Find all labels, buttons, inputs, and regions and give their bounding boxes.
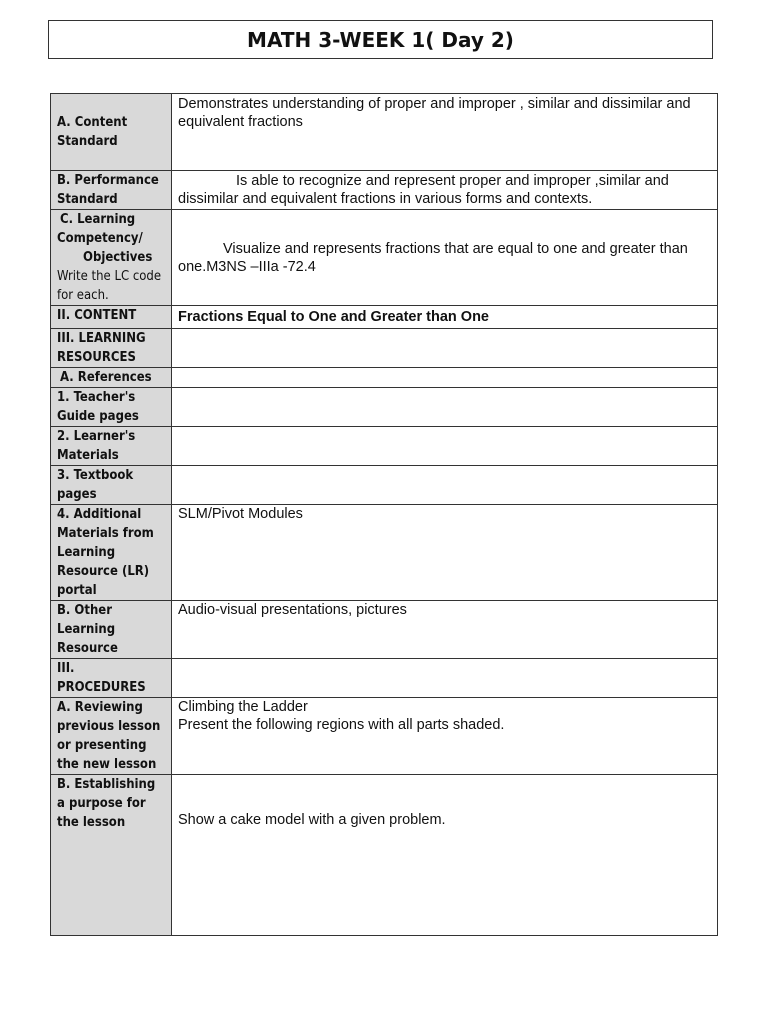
content-standard-label: A. Content Standard	[57, 115, 128, 149]
row-value	[172, 94, 718, 171]
row-label	[51, 210, 172, 306]
table-row	[51, 427, 718, 466]
row-value	[172, 329, 718, 368]
learners-materials-label: 2. Learner's Materials	[57, 429, 136, 463]
table-row	[51, 210, 718, 306]
table-row	[51, 388, 718, 427]
reviewing-text-1: Climbing the Ladder	[178, 699, 308, 715]
lesson-plan-table	[50, 93, 718, 936]
row-label	[51, 329, 172, 368]
content-standard-text: Demonstrates understanding of proper and improper , similar and dissimilar and equivalent fractions	[178, 96, 691, 130]
row-value	[172, 698, 718, 775]
row-value	[172, 388, 718, 427]
performance-standard-label-1: B. Performance	[57, 173, 159, 188]
teachers-guide-label: 1. Teacher's Guide pages	[57, 390, 139, 424]
references-label: A. References	[60, 370, 152, 385]
title-box	[48, 20, 713, 59]
table-row	[51, 368, 718, 388]
table-row	[51, 775, 718, 936]
table-row	[51, 306, 718, 329]
other-resource-label: B. Other Learning Resource	[57, 603, 118, 656]
performance-standard-text: Is able to recognize and represent proper and improper ,similar and dissimilar and equivalent fractions in various forms and contexts.	[178, 173, 669, 207]
table-row	[51, 466, 718, 505]
row-label	[51, 306, 172, 329]
row-label	[51, 601, 172, 659]
establishing-label: B. Establishing a purpose for the lesson	[57, 777, 156, 830]
textbook-label: 3. Textbook pages	[57, 468, 134, 502]
learning-resources-label: III. LEARNING RESOURCES	[57, 331, 146, 365]
row-label	[51, 94, 172, 171]
table-row	[51, 171, 718, 210]
row-label	[51, 368, 172, 388]
row-value	[172, 171, 718, 210]
reviewing-text-2: Present the following regions with all parts shaded.	[178, 717, 505, 733]
row-value	[172, 466, 718, 505]
row-label	[51, 505, 172, 601]
row-value	[172, 659, 718, 698]
content-text: Fractions Equal to One and Greater than One	[178, 309, 489, 325]
row-label	[51, 427, 172, 466]
row-label	[51, 775, 172, 936]
table-row	[51, 329, 718, 368]
row-label	[51, 388, 172, 427]
additional-materials-text: SLM/Pivot Modules	[178, 506, 303, 522]
row-label	[51, 659, 172, 698]
row-value	[172, 210, 718, 306]
page-title: MATH 3-WEEK 1( Day 2)	[247, 27, 514, 52]
row-label	[51, 698, 172, 775]
row-value	[172, 505, 718, 601]
row-label	[51, 171, 172, 210]
row-value	[172, 775, 718, 936]
row-value	[172, 427, 718, 466]
table-row	[51, 659, 718, 698]
competency-label-1: C. Learning	[60, 212, 136, 227]
other-resource-text: Audio-visual presentations, pictures	[178, 602, 407, 618]
procedures-label: III. PROCEDURES	[57, 661, 146, 695]
establishing-text: Show a cake model with a given problem.	[178, 812, 446, 828]
table-row	[51, 698, 718, 775]
table-row	[51, 601, 718, 659]
row-label	[51, 466, 172, 505]
competency-label-3: Objectives	[83, 250, 153, 265]
competency-text: Visualize and represents fractions that are equal to one and greater than one.M3NS –IIIa -72.4	[178, 240, 688, 275]
table-row	[51, 94, 718, 171]
performance-standard-label-2: Standard	[57, 192, 118, 207]
row-value	[172, 368, 718, 388]
table-row	[51, 505, 718, 601]
content-label: II. CONTENT	[57, 308, 137, 323]
reviewing-label: A. Reviewing previous lesson or presenting the new lesson	[57, 700, 161, 772]
competency-note: Write the LC code for each.	[57, 269, 162, 303]
additional-materials-label: 4. Additional Materials from Learning Resource (LR) portal	[57, 507, 154, 598]
competency-label-2: Competency/	[57, 231, 143, 246]
row-value	[172, 306, 718, 329]
row-value	[172, 601, 718, 659]
